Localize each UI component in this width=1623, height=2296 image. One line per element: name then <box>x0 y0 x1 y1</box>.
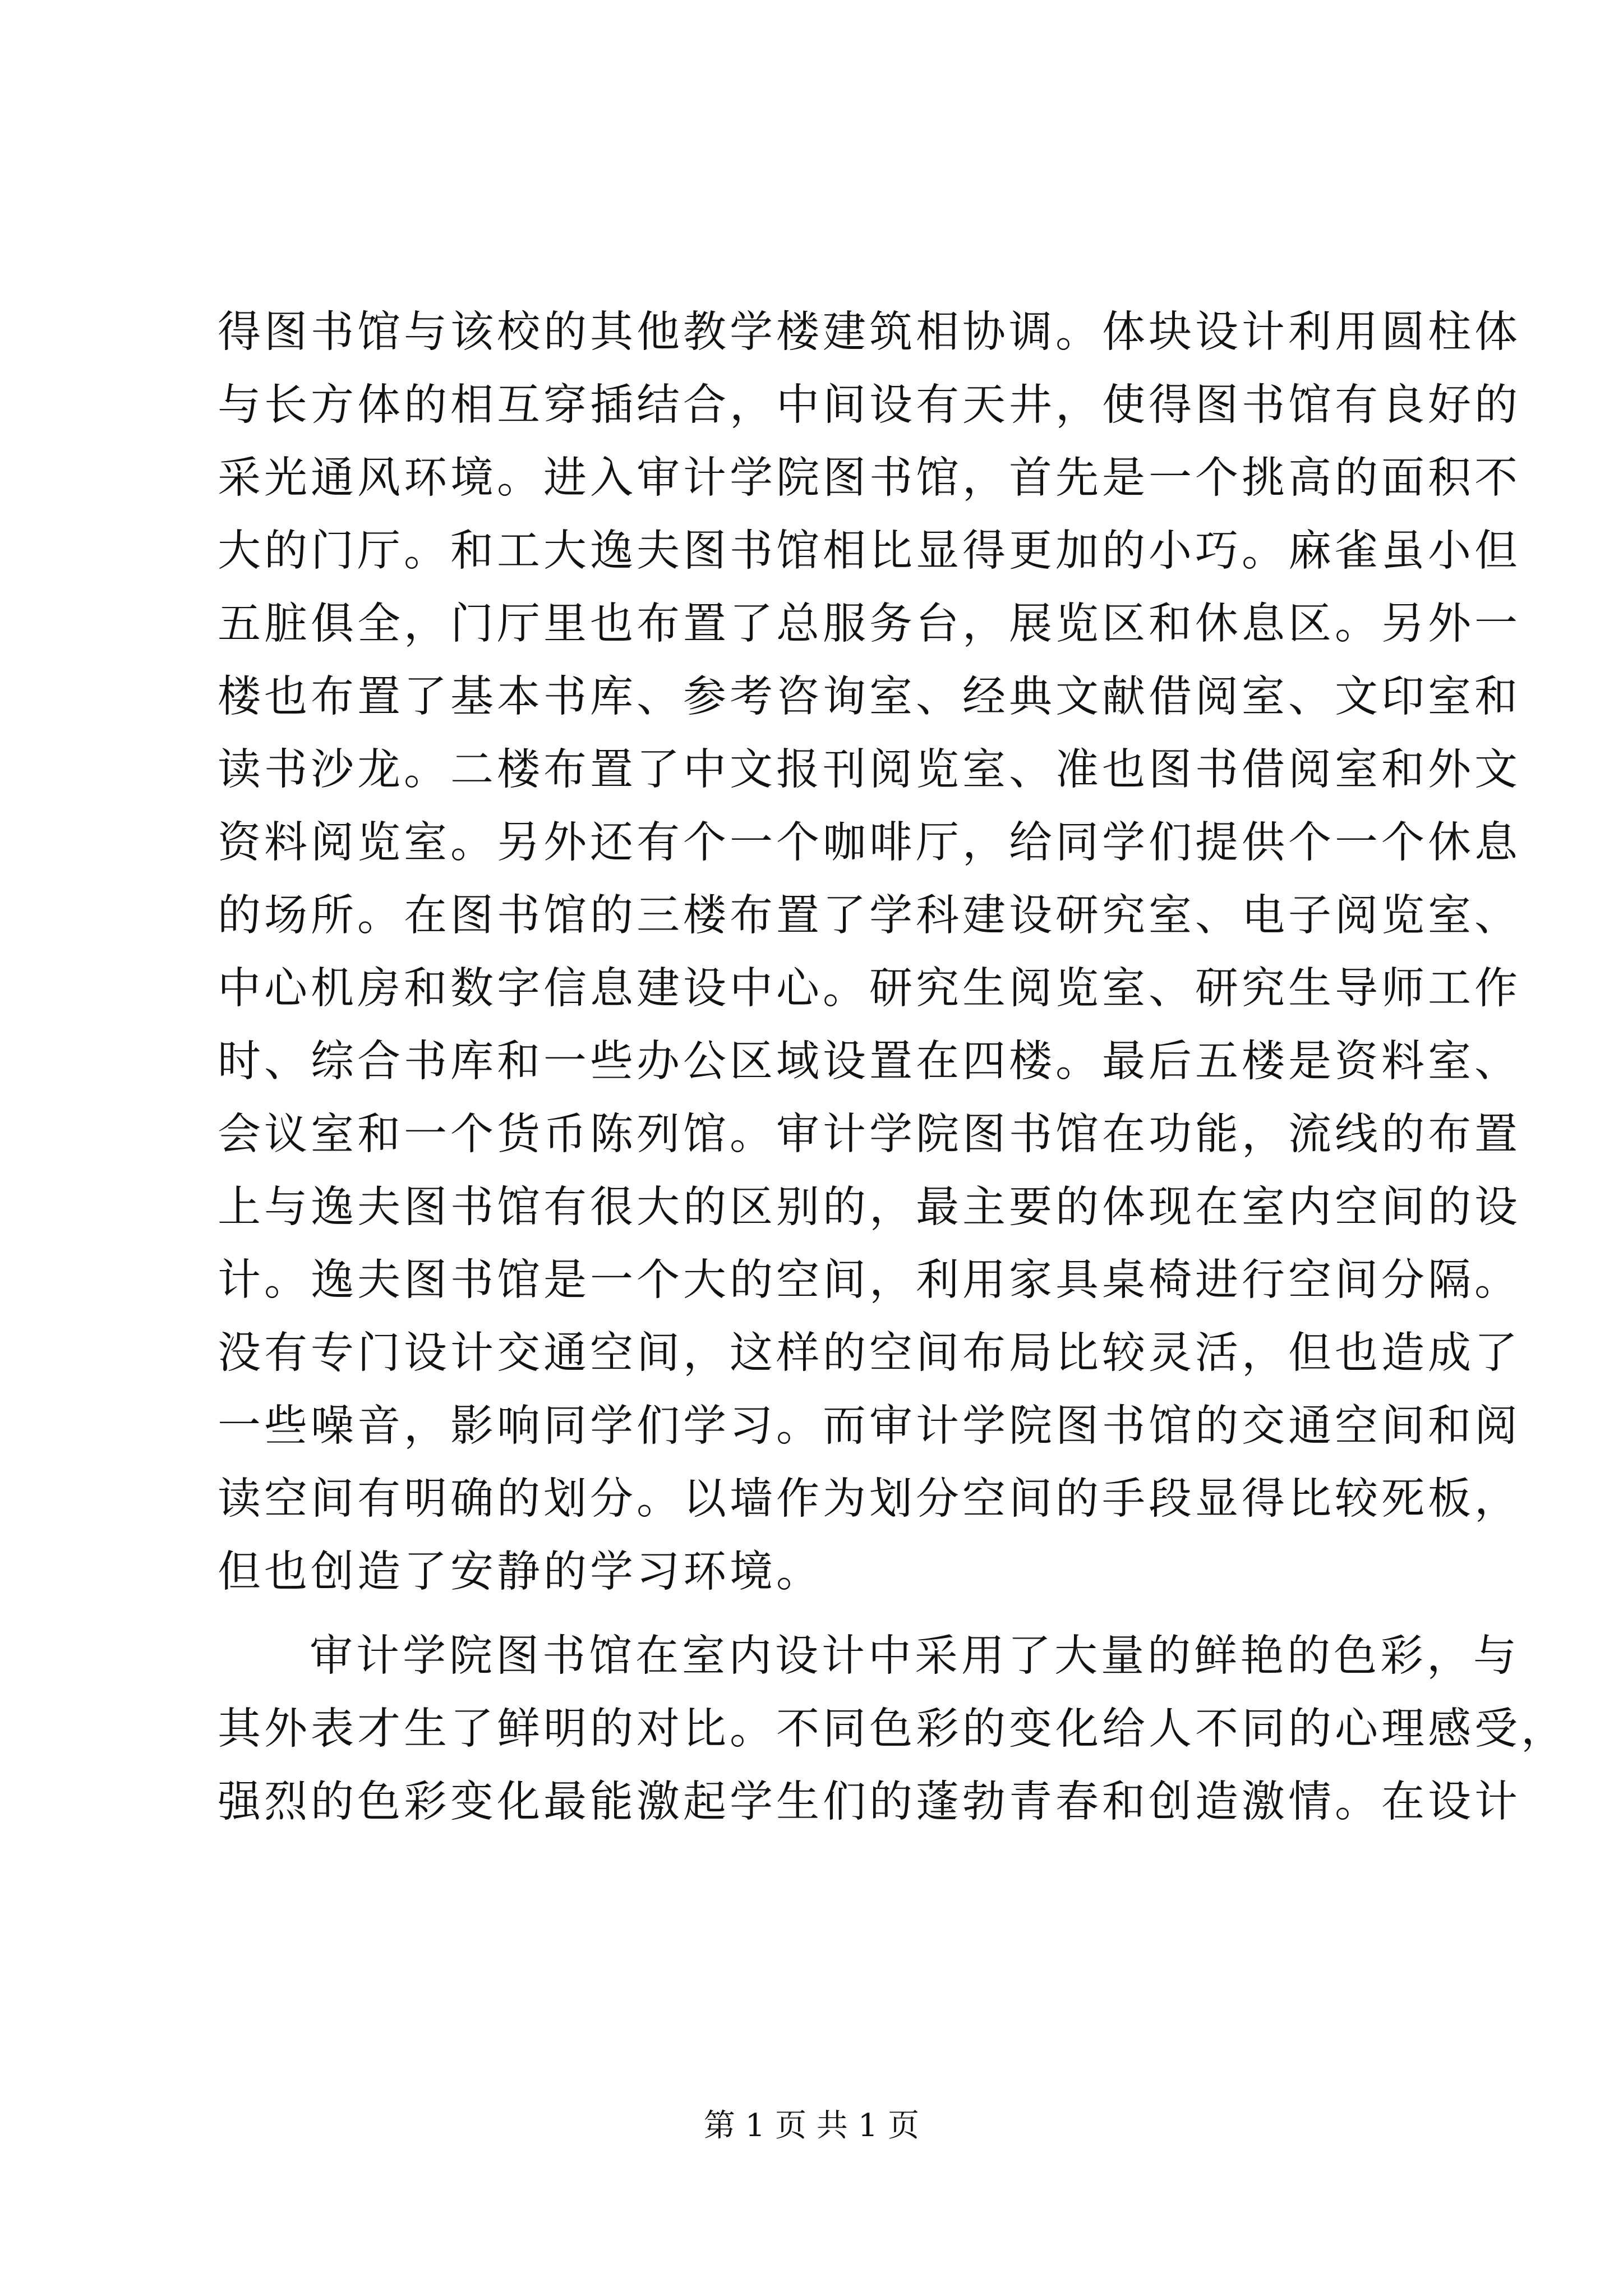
text-line: 没有专门设计交通空间，这样的空间布局比较灵活，但也造成了 <box>218 1328 1521 1378</box>
text-line: 采光通风环境。进入审计学院图书馆，首先是一个挑高的面积不 <box>218 453 1521 503</box>
paragraph-first-line: 审计学院图书馆在室内设计中采用了大量的鲜艳的色彩，与 <box>310 1631 1520 1681</box>
text-line: 大的门厅。和工大逸夫图书馆相比显得更加的小巧。麻雀虽小但 <box>218 526 1521 576</box>
text-line: 读书沙龙。二楼布置了中文报刊阅览室、准也图书借阅室和外文 <box>218 745 1521 795</box>
text-line: 但也创造了安静的学习环境。 <box>218 1547 823 1597</box>
text-line: 会议室和一个货币陈列馆。审计学院图书馆在功能，流线的布置 <box>218 1110 1521 1159</box>
page-footer: 第 1 页 共 1 页 <box>703 2108 920 2144</box>
text-line: 其外表才生了鲜明的对比。不同色彩的变化给人不同的心理感受， <box>218 1704 1567 1754</box>
text-line: 读空间有明确的划分。以墙作为划分空间的手段显得比较死板， <box>218 1474 1521 1524</box>
text-line: 上与逸夫图书馆有很大的区别的，最主要的体现在室内空间的设 <box>218 1182 1521 1232</box>
text-line: 楼也布置了基本书库、参考咨询室、经典文献借阅室、文印室和 <box>218 672 1521 722</box>
text-line: 中心机房和数字信息建设中心。研究生阅览室、研究生导师工作 <box>218 964 1521 1014</box>
text-line: 的场所。在图书馆的三楼布置了学科建设研究室、电子阅览室、 <box>218 891 1521 941</box>
text-line: 时、综合书库和一些办公区域设置在四楼。最后五楼是资料室、 <box>218 1037 1521 1087</box>
text-line: 资料阅览室。另外还有个一个咖啡厅，给同学们提供个一个休息 <box>218 818 1521 868</box>
text-line: 一些噪音，影响同学们学习。而审计学院图书馆的交通空间和阅 <box>218 1401 1521 1451</box>
text-line: 五脏俱全，门厅里也布置了总服务台，展览区和休息区。另外一 <box>218 599 1521 649</box>
text-line: 强烈的色彩变化最能激起学生们的蓬勃青春和创造激情。在设计 <box>218 1777 1521 1827</box>
text-line: 得图书馆与该校的其他教学楼建筑相协调。体块设计利用圆柱体 <box>218 307 1521 357</box>
text-line: 计。逸夫图书馆是一个大的空间，利用家具桌椅进行空间分隔。 <box>218 1255 1521 1305</box>
text-line: 与长方体的相互穿插结合，中间设有天井，使得图书馆有良好的 <box>218 380 1521 430</box>
